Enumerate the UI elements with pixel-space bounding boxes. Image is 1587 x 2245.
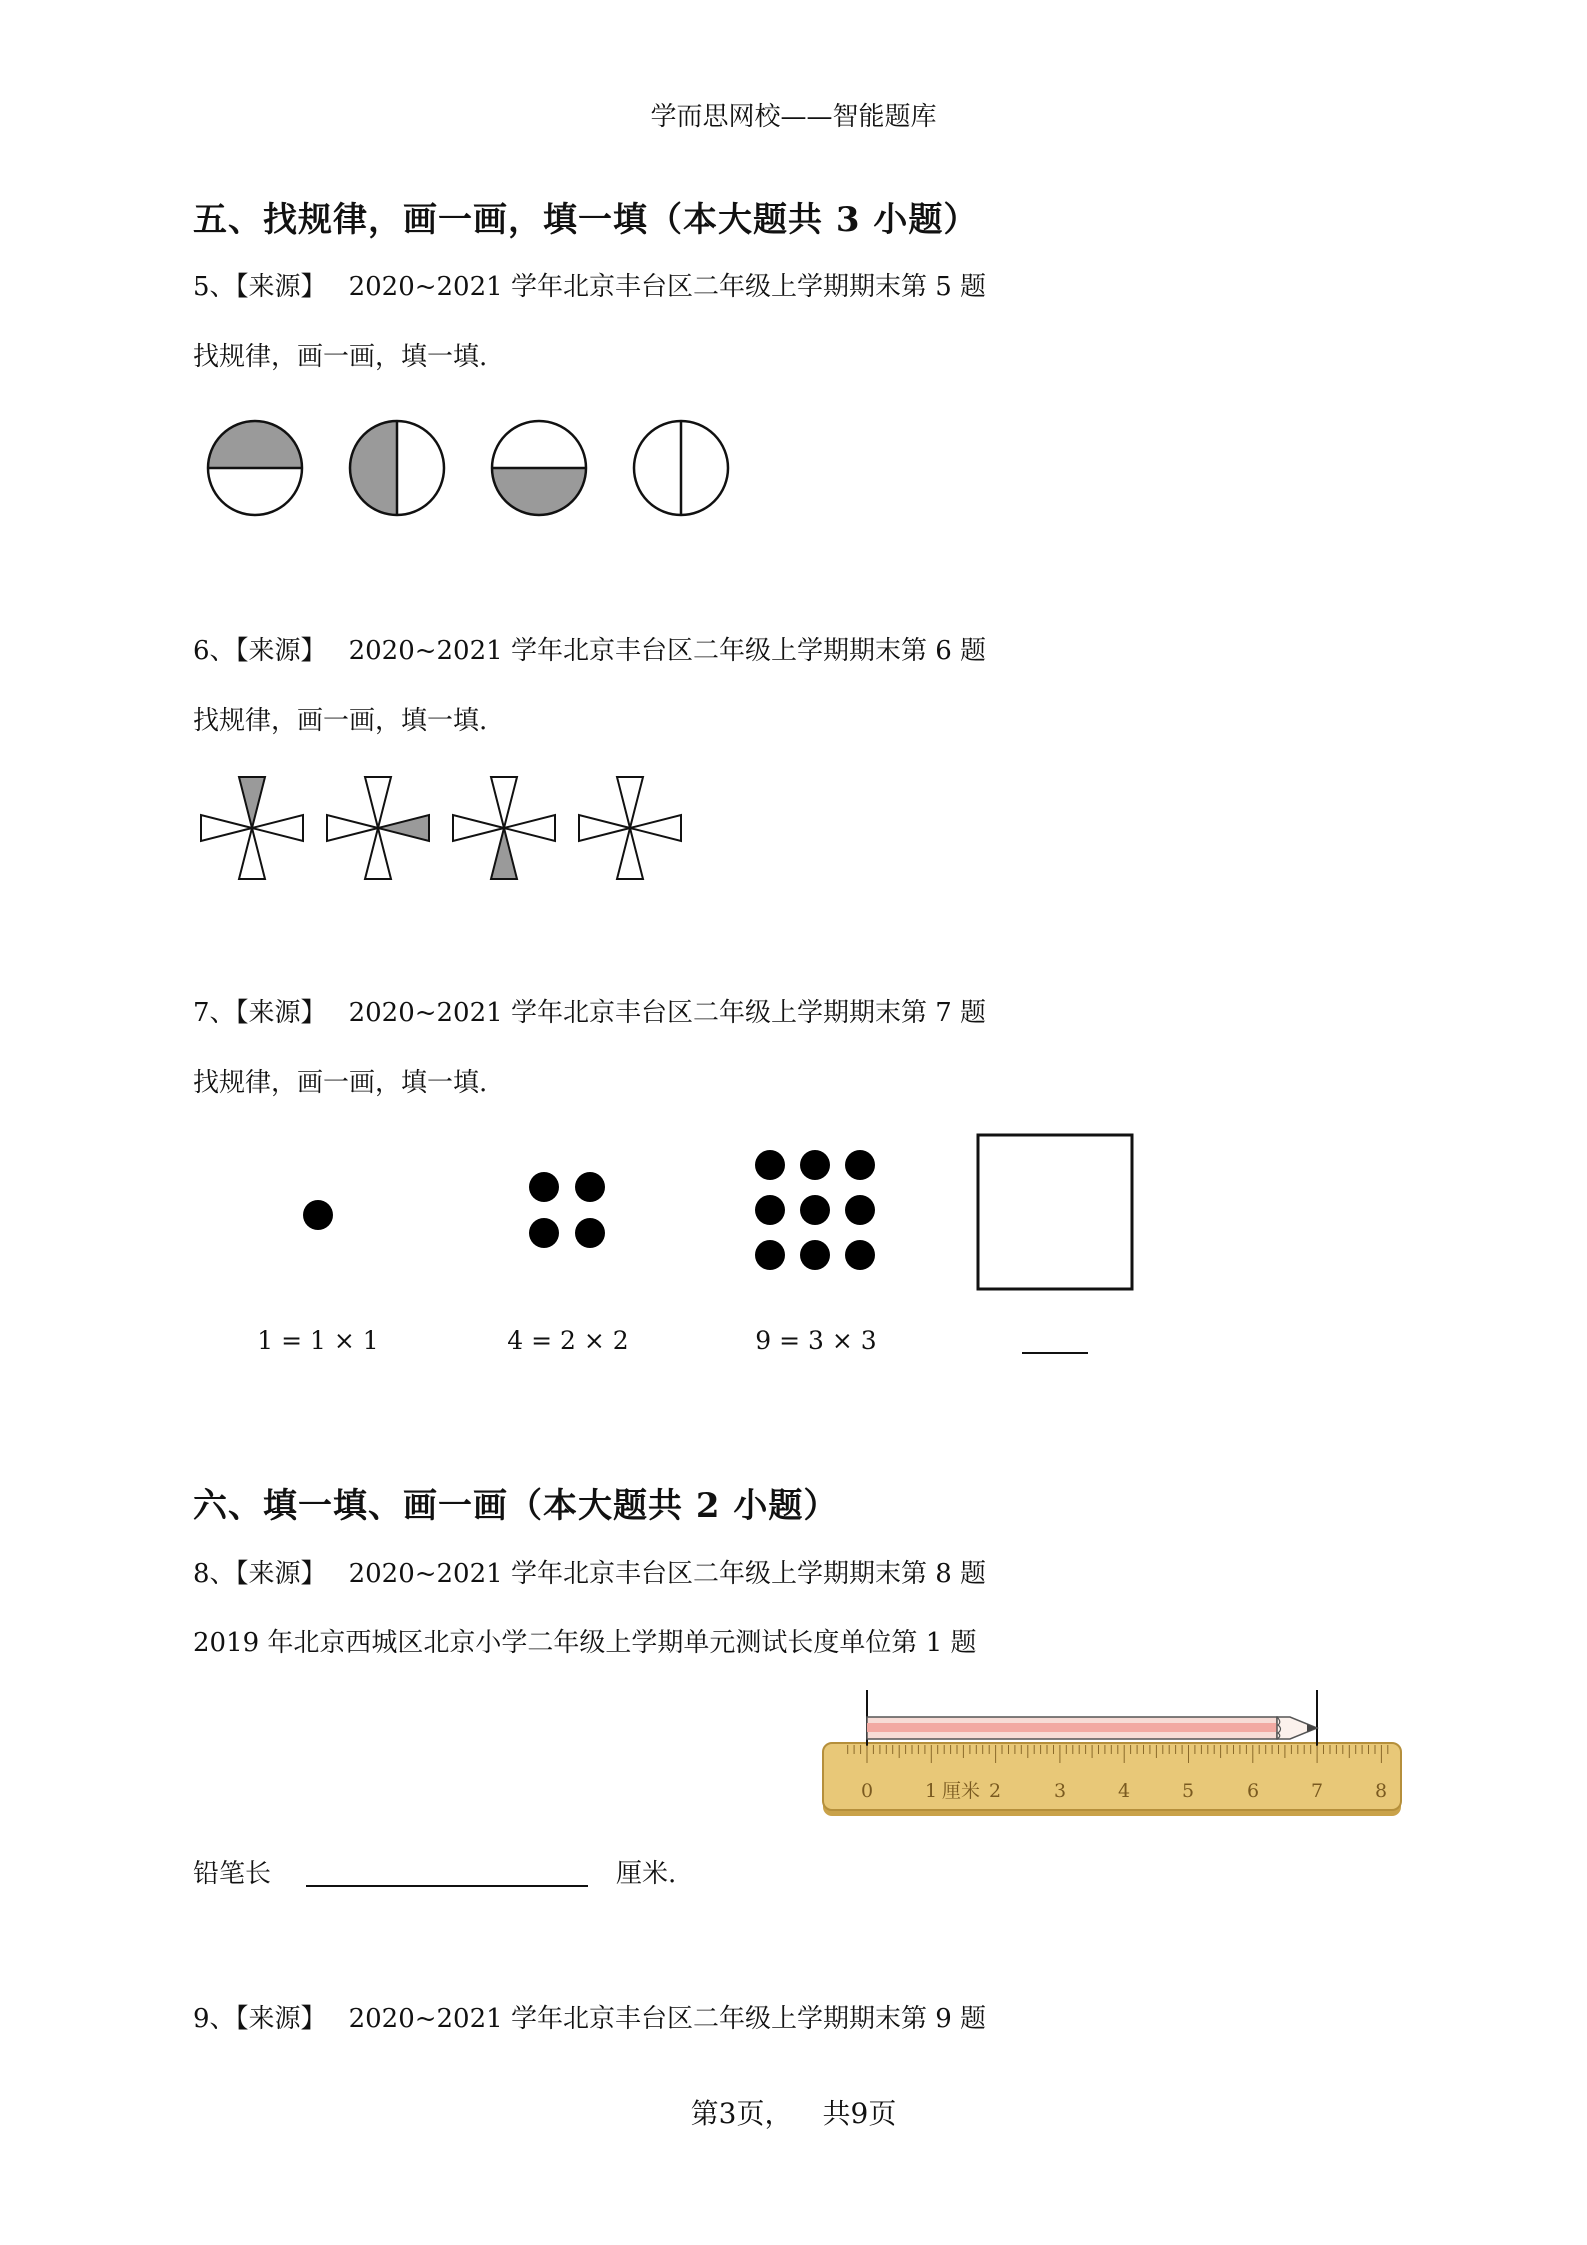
pencil: [867, 1717, 1317, 1739]
dots-9: [755, 1150, 875, 1270]
q5-source: 2020~2021 学年北京丰台区二年级上学期期末第 5 题: [348, 272, 987, 302]
q9-source: 2020~2021 学年北京丰台区二年级上学期期末第 9 题: [348, 2004, 987, 2034]
ruler-number-7: 7: [1310, 1780, 1324, 1802]
q9-source-line: [193, 1998, 986, 2035]
ruler-number-4: 4: [1117, 1780, 1131, 1802]
q6-source: 2020~2021 学年北京丰台区二年级上学期期末第 6 题: [348, 636, 987, 666]
q7-source: 2020~2021 学年北京丰台区二年级上学期期末第 7 题: [348, 998, 987, 1028]
half-circle-bottom-shaded: [492, 421, 586, 515]
q7-dots-figure: [190, 1120, 1170, 1300]
q5-prompt: 找规律，画一画，填一填.: [193, 342, 488, 372]
ruler-number-1: 1: [924, 1780, 938, 1802]
q7-number: 7、: [193, 998, 236, 1028]
ruler-unit: 厘米: [941, 1780, 981, 1802]
page-footer: [0, 2092, 1587, 2132]
q5-number: 5、: [193, 272, 236, 302]
half-circle-blank: [634, 421, 728, 515]
page-header: 学而思网校——智能题库: [650, 102, 937, 132]
footer-total: 共9页: [822, 2097, 897, 2130]
q7-source-line: [193, 992, 986, 1029]
empty-square-box: [978, 1135, 1132, 1289]
q5-circles-figure: [190, 410, 750, 530]
q8-number: 8、: [193, 1559, 236, 1589]
q8-source: 2020~2021 学年北京丰台区二年级上学期期末第 8 题: [348, 1559, 987, 1589]
ruler-number-0: 0: [860, 1780, 874, 1802]
formula-4: 4 = 2 × 2: [507, 1326, 629, 1355]
pinwheel-right-shaded: [327, 777, 429, 879]
pinwheel-top-shaded: [201, 777, 303, 879]
q6-prompt: 找规律，画一画，填一填.: [193, 706, 488, 736]
formula-9: 9 = 3 × 3: [755, 1326, 877, 1355]
q5-source-line: [193, 266, 986, 303]
formula-1: 1 = 1 × 1: [257, 1326, 379, 1355]
pinwheel-blank: [579, 777, 681, 879]
q8-answer-prefix: 铅笔长: [193, 1859, 272, 1889]
section-title-5: 五、找规律，画一画，填一填（本大题共 3 小题）: [193, 200, 979, 240]
q7-source-tag: 【来源】: [235, 998, 327, 1028]
q6-number: 6、: [193, 636, 236, 666]
q9-source-tag: 【来源】: [235, 2004, 327, 2034]
q9-number: 9、: [193, 2004, 236, 2034]
q8-source2: 2019 年北京西城区北京小学二年级上学期单元测试长度单位第 1 题: [193, 1628, 977, 1658]
ruler-number-8: 8: [1374, 1780, 1388, 1802]
q5-source-tag: 【来源】: [235, 272, 327, 302]
q8-source-line: [193, 1553, 986, 1590]
ruler-number-6: 6: [1246, 1780, 1260, 1802]
q8-source-tag: 【来源】: [235, 1559, 327, 1589]
q8-answer-suffix: 厘米.: [616, 1859, 677, 1889]
footer-page: 第3页，: [690, 2097, 793, 2130]
section-title-6: 六、填一填、画一画（本大题共 2 小题）: [193, 1486, 839, 1526]
q7-answer-blank[interactable]: [1022, 1352, 1088, 1354]
q6-source-tag: 【来源】: [235, 636, 327, 666]
q7-prompt: 找规律，画一画，填一填.: [193, 1068, 488, 1098]
dots-4: [529, 1172, 605, 1248]
ruler-pencil-figure: [820, 1690, 1410, 1820]
ruler-number-2: 2: [988, 1780, 1002, 1802]
q8-answer-blank[interactable]: [306, 1885, 588, 1887]
ruler-number-5: 5: [1181, 1780, 1195, 1802]
pinwheel-bottom-shaded: [453, 777, 555, 879]
q6-pinwheels-figure: [195, 775, 695, 885]
dots-1: [303, 1200, 333, 1230]
half-circle-left-shaded: [350, 421, 444, 515]
ruler-number-3: 3: [1053, 1780, 1067, 1802]
half-circle-top-shaded: [208, 421, 302, 515]
q8-answer-line: [193, 1853, 271, 1890]
q6-source-line: [193, 630, 986, 667]
